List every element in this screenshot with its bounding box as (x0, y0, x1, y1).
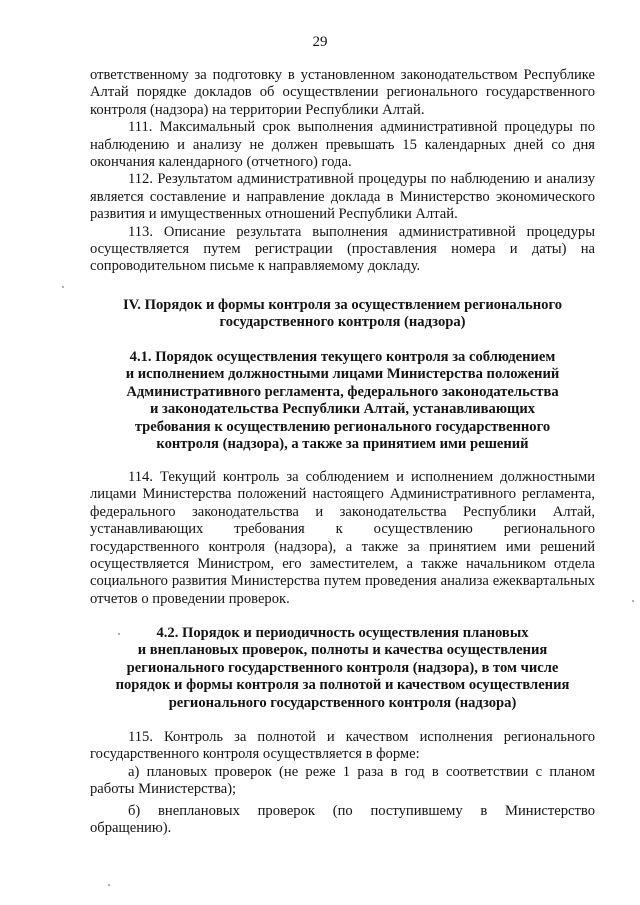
paragraph-112: 112. Результатом административной процедуры по наблюдению и анализу является составление и направление доклада в Министерство экономического развития и имущественных отношений Республики Алтай. (90, 171, 595, 223)
section-4-1-heading (90, 349, 595, 453)
paragraph-115: 115. Контроль за полнотой и качеством исполнения регионального государственного контроля осуществляется в форме: (90, 729, 595, 763)
section-4-title-line-1: IV. Порядок и формы контроля за осуществлением регионального (122, 297, 563, 313)
page-number: 29 (312, 34, 328, 50)
section-4-2-line-3: регионального государственного контроля (надзора), в том числе (126, 659, 559, 676)
section-4-1-line-1: 4.1. Порядок осуществления текущего контроля за соблюдением (129, 349, 556, 365)
section-4-1-line-5: требования к осуществлению регионального государственного (134, 418, 551, 435)
paragraph-111: 111. Максимальный срок выполнения административной процедуры по наблюдению и анализу не должен превышать 15 календарных дней со дня окончания календарного (отчетного) года. (90, 119, 595, 171)
section-4-2-line-2: и внеплановых проверок, полноты и качества осуществления (137, 642, 548, 659)
section-4-2-line-1: 4.2. Порядок и периодичность осуществления плановых (156, 625, 529, 641)
section-4-1-line-6: контроля (надзора), а также за принятием ими решений (156, 436, 529, 453)
paragraph-114-block (90, 469, 595, 608)
scan-speck (118, 633, 120, 635)
list-item-b: б) внеплановых проверок (по поступившему в Министерство обращению). (90, 802, 595, 837)
scan-speck (108, 884, 110, 886)
paragraph-110-continuation: ответственному за подготовку в установленном законодательством Республике Алтай порядке докладов об осуществлении регионального государственного контроля (надзора) на территории Республики Алтай. (90, 67, 595, 118)
section-4-title-line-2: государственного контроля (надзора) (219, 314, 466, 331)
section-4-heading (90, 297, 595, 332)
scan-speck (62, 286, 64, 288)
section-4-2-line-5: регионального государственного контроля (надзора) (168, 694, 517, 711)
section-4-2-line-4: порядок и формы контроля за полнотой и качеством осуществления (115, 677, 570, 694)
scan-speck (632, 600, 634, 602)
paragraph-114: 114. Текущий контроль за соблюдением и исполнением должностными лицами Министерства положений настоящего Административного регламента, федерального законодательства и законодательства Республики Алтай, устанавливающих требования к осуществлению регионального государственного контроля (надзора), а также за принятием ими решений осуществляется Министром, его заместителем, а также начальником отдела социального развития Министерства путем проведения анализа ежеквартальных отчетов о проведении проверок. (90, 469, 595, 607)
paragraph-113: 113. Описание результата выполнения административной процедуры осуществляется путем регистрации (проставления номера и даты) на сопроводительном письме к направляемому докладу. (90, 223, 595, 275)
paragraphs-110-113 (90, 67, 595, 276)
list-item-a: а) плановых проверок (не реже 1 раза в год в соответствии с планом работы Министерства); (90, 763, 595, 798)
section-4-1-line-4: и законодательства Республики Алтай, устанавливающих (149, 401, 536, 418)
section-4-1-line-2: и исполнением должностными лицами Министерства положений (125, 366, 560, 383)
paragraph-115-block (90, 729, 595, 837)
section-4-1-line-3: Административного регламента, федерального законодательства (126, 383, 559, 400)
section-4-2-heading (90, 625, 595, 712)
